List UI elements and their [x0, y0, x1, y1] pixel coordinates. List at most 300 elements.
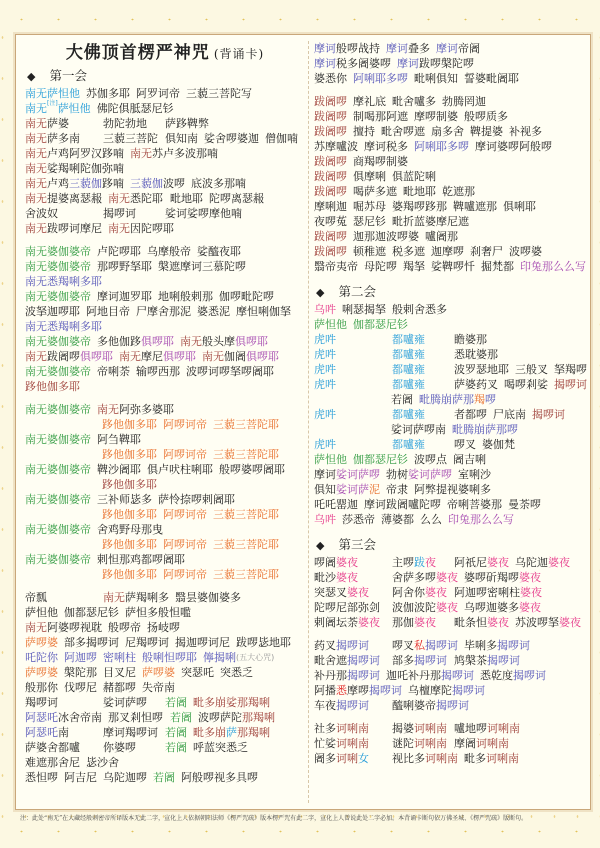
mantra-phrase — [108, 191, 164, 206]
mantra-phrase — [314, 244, 347, 259]
mantra-syllables: 摩啰制婆 — [414, 110, 458, 123]
mantra-syllables: 摩诃跋阇嚧陀啰 — [364, 498, 441, 511]
mantra-phrase — [97, 244, 141, 259]
mantra-phrase — [431, 244, 464, 259]
mantra-syllables: 跢他伽多耶 — [25, 380, 80, 393]
mantra-phrase — [25, 665, 58, 680]
mantra-phrase — [414, 109, 458, 124]
mantra-phrase — [25, 590, 97, 605]
mantra-syllables: 若阇 — [165, 696, 187, 709]
mantra-phrase — [314, 683, 402, 698]
mantra-syllables: 啰 — [485, 393, 496, 406]
mantra-syllables: 跋阇啰 — [314, 245, 347, 258]
mantra-phrase — [25, 379, 80, 394]
mantra-syllables: 摩怛唎伽拏 — [236, 305, 291, 318]
mantra-phrase — [25, 635, 58, 650]
mantra-line — [314, 698, 588, 713]
mantra-phrase — [25, 146, 124, 161]
mantra-syllables: 槃陀那 — [64, 666, 97, 679]
mantra-phrase — [509, 244, 542, 259]
spacer — [25, 394, 305, 402]
mantra-phrase — [125, 635, 169, 650]
mantra-syllables: 若阇 — [153, 771, 175, 784]
mantra-syllables: 婆夜 — [436, 571, 458, 584]
mantra-syllables: 冰舍帝南 — [58, 711, 102, 724]
mantra-phrase — [392, 94, 436, 109]
mantra-phrase — [392, 615, 448, 630]
mantra-phrase — [314, 751, 386, 766]
mantra-syllables: 嚧阇那 — [425, 230, 458, 243]
mantra-syllables: 般啰质多 — [464, 110, 508, 123]
mantra-phrase — [25, 131, 97, 146]
mantra-syllables: 迦那迦波啰婆 — [353, 230, 419, 243]
mantra-phrase — [314, 668, 380, 683]
mantra-line — [314, 347, 588, 362]
mantra-syllables: 萨啰婆 — [25, 666, 58, 679]
mantra-phrase — [392, 377, 448, 392]
mantra-line — [25, 635, 305, 650]
mantra-phrase — [392, 332, 448, 347]
section-heading-text: 第二会 — [338, 284, 376, 299]
mantra-syllables: 南无 — [25, 102, 47, 115]
mantra-syllables: 跋啰诃摩尼 — [47, 222, 102, 235]
mantra-phrase — [392, 347, 448, 362]
mantra-syllables: 摩阇 — [454, 737, 476, 750]
mantra-line — [314, 600, 588, 615]
mantra-line — [25, 417, 305, 432]
mantra-line — [25, 492, 305, 507]
mantra-phrase — [515, 555, 570, 570]
mantra-phrase — [25, 680, 58, 695]
mantra-phrase — [64, 635, 119, 650]
mantra-line — [25, 605, 305, 620]
mantra-line — [25, 402, 305, 417]
mantra-syllables: 赭都啰 — [103, 681, 136, 694]
mantra-phrase — [386, 41, 430, 56]
mantra-syllables: 阿唎耶多啰 — [353, 72, 408, 85]
mantra-phrase — [25, 770, 58, 785]
mantra-syllables: 毗地耶 — [403, 185, 436, 198]
mantra-phrase — [452, 422, 518, 437]
mantra-phrase — [314, 362, 386, 377]
mantra-syllables: 摩诃 — [314, 42, 336, 55]
mantra-syllables: 阿地目帝 — [86, 305, 130, 318]
mantra-phrase — [119, 349, 196, 364]
mantra-phrase — [25, 206, 97, 221]
right-body — [314, 41, 588, 766]
mantra-phrase — [314, 482, 380, 497]
mantra-phrase — [454, 555, 509, 570]
mantra-phrase — [147, 244, 191, 259]
mantra-line — [25, 680, 305, 695]
mantra-line — [314, 154, 588, 169]
mantra-syllables: 萨怛多般怛嚂 — [125, 606, 191, 619]
mantra-syllables: 吒吒罂迦 — [314, 498, 358, 511]
mantra-phrase — [197, 304, 230, 319]
mantra-syllables: 醯唎婆帝 — [392, 699, 436, 712]
mantra-syllables: 俱知 — [314, 483, 336, 496]
spacer — [314, 86, 588, 94]
mantra-syllables: 揭啰诃 — [347, 654, 380, 667]
mantra-syllables: 乾遮那 — [442, 185, 475, 198]
mantra-syllables: 摩诃迦罗耶 — [97, 290, 152, 303]
mantra-syllables: 输啰西那 — [136, 365, 180, 378]
mantra-syllables: 瞻婆那 — [454, 333, 487, 346]
mantra-syllables: 阿迦啰 — [64, 651, 97, 664]
footnote-marker: [注] — [47, 100, 58, 107]
mantra-line — [25, 432, 305, 447]
mantra-syllables: 阿祇尼 — [454, 556, 487, 569]
mantra-phrase — [219, 462, 285, 477]
mantra-phrase — [353, 199, 386, 214]
section-heading-text: 第三会 — [338, 537, 376, 552]
mantra-syllables: 舍萨多啰 — [392, 571, 436, 584]
mantra-line — [314, 683, 588, 698]
mantra-line — [25, 650, 305, 665]
mantra-phrase — [314, 169, 347, 184]
mantra-phrase — [25, 86, 80, 101]
mantra-syllables: 夜 — [425, 556, 436, 569]
mantra-line — [314, 570, 588, 585]
mantra-syllables: 娑鞞啰忏 — [431, 260, 475, 273]
mantra-syllables: 婆夜 — [559, 616, 581, 629]
mantra-phrase — [219, 289, 274, 304]
mantra-phrase — [193, 695, 270, 710]
mantra-syllables: 跢他伽多耶 — [102, 568, 157, 581]
mantra-phrase — [175, 590, 241, 605]
mantra-phrase — [64, 605, 119, 620]
mantra-syllables: 跋 — [414, 556, 425, 569]
mantra-line — [25, 537, 305, 552]
mantra-syllables: 诃唎南 — [425, 752, 458, 765]
mantra-phrase — [147, 462, 213, 477]
mantra-syllables: 跢他伽多耶 — [102, 508, 157, 521]
mantra-phrase — [102, 447, 157, 462]
mantra-phrase — [408, 683, 485, 698]
mantra-syllables: 南无 — [108, 192, 130, 205]
mantra-syllables: 印兔那么么写 — [520, 260, 586, 273]
mantra-phrase — [153, 770, 175, 785]
mantra-phrase — [464, 570, 541, 585]
mantra-syllables: 若阇 — [165, 741, 187, 754]
mantra-phrase — [381, 124, 425, 139]
mantra-phrase — [25, 364, 91, 379]
mantra-phrase — [342, 302, 386, 317]
mantra-syllables: 剌阇坛荼 — [314, 616, 358, 629]
mantra-line — [314, 139, 588, 154]
mantra-phrase — [454, 377, 498, 392]
mantra-syllables: 萨婆舍都嚧 — [25, 741, 80, 754]
mantra-line — [314, 585, 588, 600]
mantra-line — [25, 477, 305, 492]
mantra-phrase — [191, 176, 246, 191]
mantra-syllables: 阇吉唎 — [453, 453, 486, 466]
mantra-syllables: 南无婆伽婆帝 — [25, 260, 91, 273]
mantra-syllables: 尼羯啰诃 — [125, 636, 169, 649]
mantra-syllables: 车夜 — [314, 699, 336, 712]
mantra-line — [25, 567, 305, 582]
mantra-syllables: 夜啰菟 — [314, 215, 347, 228]
mantra-syllables: 揭啰诃 — [441, 669, 474, 682]
mantra-phrase — [454, 407, 487, 422]
mantra-syllables: 擅持 — [353, 125, 375, 138]
mantra-phrase — [392, 199, 447, 214]
mantra-syllables: 三藐三菩陀写 — [186, 87, 252, 100]
mantra-phrase — [97, 334, 174, 349]
mantra-phrase — [102, 417, 157, 432]
mantra-phrase — [392, 751, 458, 766]
mantra-syllables: 跋阇啰 — [314, 125, 347, 138]
mantra-line — [25, 552, 305, 567]
mantra-phrase — [515, 362, 548, 377]
mantra-phrase — [130, 176, 185, 191]
mantra-line — [314, 302, 588, 317]
mantra-syllables: 阿罗诃帝 — [136, 87, 180, 100]
mantra-phrase — [25, 101, 91, 116]
mantra-syllables: 揭啰诃 — [103, 207, 136, 220]
mantra-line — [25, 101, 305, 116]
mantra-line — [25, 334, 305, 349]
section-heading-text: 第一会 — [49, 68, 87, 83]
mantra-syllables: 俱啰耶 — [163, 350, 196, 363]
mantra-syllables: 毗多崩娑那羯唎 — [193, 696, 270, 709]
mantra-phrase — [314, 377, 386, 392]
mantra-line — [314, 229, 588, 244]
mantra-phrase — [314, 600, 386, 615]
mantra-syllables: 阿播 — [314, 684, 336, 697]
mantra-phrase — [392, 407, 448, 422]
mantra-phrase — [108, 221, 174, 236]
mantra-phrase — [25, 289, 91, 304]
spacer — [314, 713, 588, 721]
mantra-syllables: 萨婆 — [47, 117, 69, 130]
mantra-line — [25, 665, 305, 680]
mantra-syllables: 萨啰婆 — [25, 636, 58, 649]
mantra-syllables: 悉 — [336, 684, 347, 697]
mantra-line — [314, 199, 588, 214]
mantra-line — [314, 392, 588, 407]
mantra-phrase — [314, 721, 386, 736]
mantra-syllables: 突瑟吒 — [181, 666, 214, 679]
mantra-syllables: 般剌舍悉多 — [392, 303, 447, 316]
mantra-syllables: 毗地耶 — [170, 192, 203, 205]
mantra-syllables: 啰叉 — [454, 438, 476, 451]
mantra-line — [25, 710, 305, 725]
mantra-phrase — [102, 567, 157, 582]
mantra-phrase — [391, 422, 446, 437]
footnote: 注：此处“南无”在大藏经般刺密帝所译版本无此二字，宣化上人依据朝阳法师《楞严咒疏》版本楞严咒有此二字，宣化上人曾说此处二字必加。本背诵卡断句依万佛圣城、《楞严咒疏》版断句。 — [20, 815, 528, 822]
mantra-phrase — [470, 124, 503, 139]
mantra-syllables: 萨怛他 — [25, 606, 58, 619]
mantra-syllables: 儜揭唎 — [203, 651, 236, 664]
mantra-syllables: 那羯唎 — [242, 711, 275, 724]
mantra-phrase — [25, 402, 91, 417]
mantra-phrase — [108, 710, 164, 725]
mantra-line — [314, 94, 588, 109]
mantra-line — [25, 146, 305, 161]
mantra-phrase — [97, 522, 163, 537]
mantra-phrase — [436, 41, 480, 56]
mantra-syllables: 地唎般剌那 — [158, 290, 213, 303]
mantra-phrase — [386, 467, 452, 482]
diamond-bullet-icon: ◆ — [27, 70, 36, 83]
mantra-syllables: 般啰婆啰阇耶 — [219, 463, 285, 476]
mantra-syllables: 叠多 — [408, 42, 430, 55]
mantra-phrase — [414, 71, 458, 86]
mantra-line — [314, 497, 588, 512]
mantra-phrase — [392, 555, 448, 570]
mantra-syllables: 虎吽 — [314, 408, 336, 421]
mantra-syllables: 俱唎耶 — [503, 200, 536, 213]
mantra-syllables: 阿般啰视多具啰 — [181, 771, 258, 784]
title-subtitle: (背诵卡) — [213, 47, 265, 61]
mantra-syllables: 毗沙 — [314, 571, 336, 584]
mantra-phrase — [493, 407, 526, 422]
mantra-phrase — [353, 317, 408, 332]
spacer — [314, 630, 588, 638]
mantra-line — [25, 131, 305, 146]
mantra-syllables: 扇多舍 — [431, 125, 464, 138]
mantra-phrase — [454, 585, 542, 600]
mantra-syllables: 南无 — [103, 591, 125, 604]
mantra-phrase — [381, 512, 414, 527]
mantra-syllables: 部多揭啰诃 — [64, 636, 119, 649]
mantra-syllables: 帝唎菩婆那 — [447, 498, 502, 511]
mantra-syllables: 跢他伽多耶 — [102, 448, 157, 461]
mantra-phrase — [314, 347, 386, 362]
mantra-line — [314, 71, 588, 86]
mantra-line — [314, 169, 588, 184]
mantra-phrase — [86, 755, 119, 770]
mantra-line — [314, 244, 588, 259]
mantra-line — [25, 259, 305, 289]
mantra-phrase — [181, 665, 214, 680]
mantra-syllables: 诃唎南 — [476, 737, 509, 750]
mantra-line — [314, 184, 588, 199]
mantra-phrase — [186, 86, 252, 101]
spacer — [25, 236, 305, 244]
mantra-syllables: 室唎沙 — [458, 468, 491, 481]
mantra-phrase — [392, 214, 469, 229]
mantra-line — [314, 736, 588, 751]
mantra-phrase — [453, 199, 497, 214]
mantra-syllables: 南无 — [119, 350, 141, 363]
mantra-phrase — [314, 109, 347, 124]
mantra-syllables: 阇多 — [314, 752, 336, 765]
mantra-phrase — [142, 650, 197, 665]
mantra-phrase — [193, 725, 270, 740]
mantra-phrase — [453, 452, 486, 467]
mantra-phrase — [448, 512, 514, 527]
mantra-syllables: 跋阇啰 — [47, 350, 80, 363]
mantra-phrase — [186, 364, 274, 379]
mantra-syllables: 啰叉 — [392, 639, 414, 652]
mantra-syllables: 跋阇啰 — [314, 110, 347, 123]
mantra-phrase — [464, 600, 541, 615]
mantra-phrase — [197, 244, 241, 259]
mantra-phrase — [509, 124, 542, 139]
mantra-syllables: 苏卢多波那喃 — [152, 147, 218, 160]
mantra-syllables: 毗条怛 — [454, 616, 487, 629]
page-title — [25, 41, 305, 66]
mantra-syllables: 迦摩啰 — [431, 245, 464, 258]
mantra-phrase — [97, 364, 130, 379]
mantra-phrase — [454, 332, 487, 347]
mantra-phrase — [353, 229, 419, 244]
mantra-phrase — [458, 467, 491, 482]
mantra-syllables: 尸摩舍那泥 — [136, 305, 191, 318]
mantra-syllables: 都嚧雍 — [392, 333, 425, 346]
mantra-phrase — [353, 154, 408, 169]
mantra-phrase — [314, 56, 391, 71]
mantra-phrase — [314, 71, 347, 86]
mantra-line — [314, 332, 588, 347]
mantra-line — [314, 317, 588, 332]
mantra-syllables: 曼荼啰 — [508, 498, 541, 511]
mantra-syllables: 般头摩 — [202, 335, 235, 348]
mantra-syllables: 勃树 — [386, 468, 408, 481]
mantra-syllables: 诃唎南 — [414, 722, 447, 735]
mantra-syllables: 卢鸡 — [47, 177, 69, 190]
mantra-phrase — [236, 635, 291, 650]
mantra-phrase — [97, 289, 152, 304]
mantra-syllables: 南无悉羯唎多耶 — [25, 320, 102, 333]
mantra-phrase — [414, 139, 469, 154]
mantra-syllables: 婆啰斫羯啰 — [464, 571, 519, 584]
mantra-phrase — [431, 259, 475, 274]
mantra-phrase — [392, 638, 458, 653]
mantra-syllables: 南无 — [25, 162, 47, 175]
mantra-syllables: 那啰野拏耶 — [97, 260, 152, 273]
mantra-phrase — [419, 392, 496, 407]
mantra-phrase — [454, 721, 520, 736]
mantra-syllables: 南无 — [180, 335, 202, 348]
diamond-bullet-icon: ◆ — [316, 539, 325, 552]
mantra-line — [25, 740, 305, 770]
mantra-syllables: 揭啰诃 — [336, 699, 369, 712]
mantra-syllables: 扬岐啰 — [147, 621, 180, 634]
mantra-phrase — [103, 131, 159, 146]
mantra-syllables: 突悉乏 — [220, 666, 253, 679]
mantra-line — [25, 86, 305, 101]
mantra-syllables: 薄婆都 — [381, 513, 414, 526]
mantra-syllables: 鞞提婆 — [470, 125, 503, 138]
mantra-syllables: 娑醯夜耶 — [197, 245, 241, 258]
mantra-syllables: 般啰帝 — [108, 621, 141, 634]
mantra-phrase — [103, 650, 136, 665]
mantra-syllables: 婆夜 — [519, 601, 541, 614]
mantra-phrase — [314, 570, 386, 585]
mantra-syllables: 底波多那喃 — [191, 177, 246, 190]
mantra-syllables: 南无 — [25, 350, 47, 363]
mantra-syllables: 舍波奴 — [25, 207, 58, 220]
mantra-syllables: 波啰诃啰拏啰阇耶 — [186, 365, 274, 378]
mantra-syllables: 般唎怛啰耶 — [142, 651, 197, 664]
mantra-syllables: 若阇 — [165, 726, 187, 739]
mantra-syllables: 那叉剎怛啰 — [108, 711, 163, 724]
mantra-syllables: 南无 — [25, 177, 47, 190]
mantra-phrase — [508, 497, 541, 512]
mantra-syllables: 俱啰耶 — [80, 350, 113, 363]
mantra-phrase — [392, 736, 448, 751]
mantra-syllables: 毗多 — [464, 752, 486, 765]
mantra-line — [314, 259, 588, 274]
mantra-syllables: 萨多南 — [47, 132, 80, 145]
mantra-syllables: 摩诃 — [397, 57, 419, 70]
mantra-syllables: 南无 — [25, 147, 47, 160]
mantra-phrase — [314, 302, 336, 317]
mantra-syllables: 卢鸡阿罗汉跢喃 — [47, 147, 124, 160]
